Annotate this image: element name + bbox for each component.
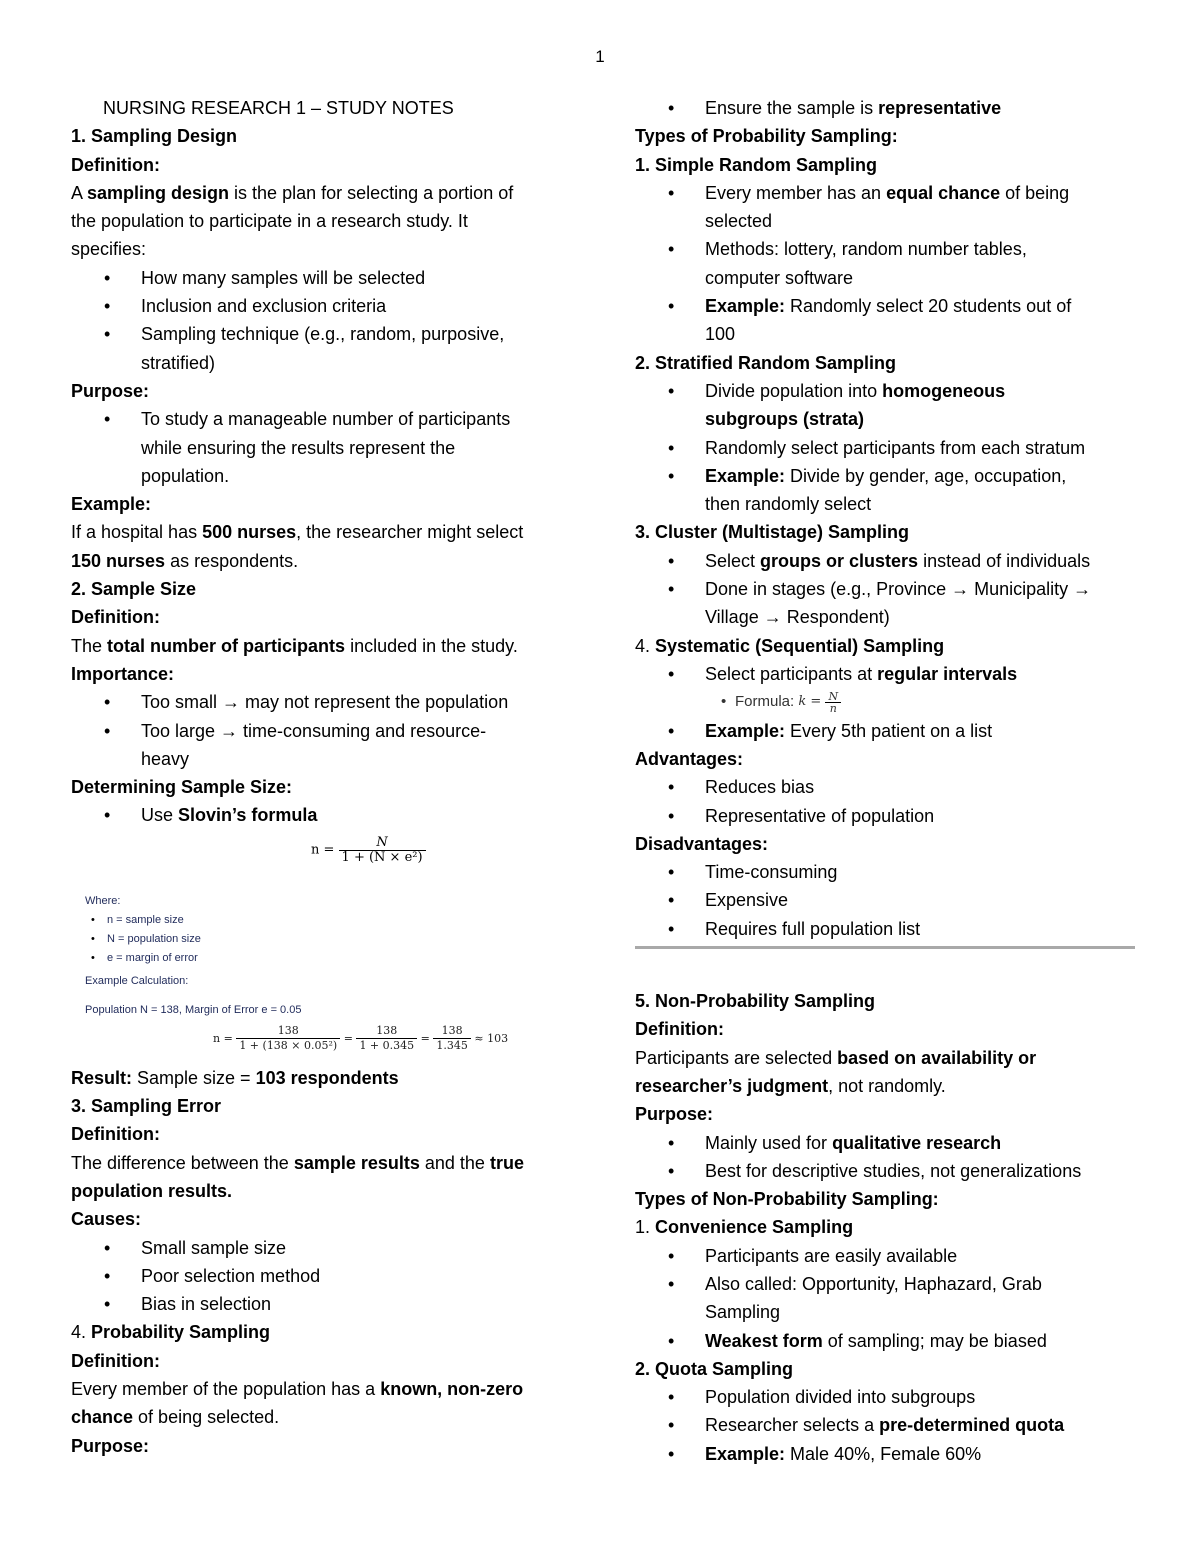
bold-text: pre-determined quota xyxy=(879,1415,1065,1436)
list-item xyxy=(635,462,1135,490)
text: Randomly select 20 students out of xyxy=(785,296,1072,317)
bold-text: chance xyxy=(71,1407,134,1428)
formula-denominator: 1 + (N × e²) xyxy=(341,849,423,865)
paragraph-line: specifies: xyxy=(71,239,147,260)
heading-simple-random: 1. Simple Random Sampling xyxy=(635,154,878,175)
label-determining-sample-size: Determining Sample Size: xyxy=(71,777,293,798)
formula-label: Formula: xyxy=(735,693,799,711)
bold-text: based on availability or xyxy=(837,1047,1037,1068)
text: instead of individuals xyxy=(918,550,1091,571)
text: Mainly used for xyxy=(705,1132,833,1153)
calc-denominator: 1 + 0.345 xyxy=(359,1038,415,1052)
text: Male 40%, Female 60% xyxy=(785,1443,982,1464)
list-item xyxy=(635,377,1135,405)
bold-text: Example: xyxy=(705,1443,786,1464)
heading-convenience xyxy=(635,1213,1135,1241)
bold-text: Slovin’s formula xyxy=(178,805,318,826)
text: The xyxy=(71,635,108,656)
label-purpose: Purpose: xyxy=(71,380,150,401)
text: Sample size = xyxy=(132,1067,256,1088)
paragraph-line xyxy=(71,632,571,660)
list-item: • Too large → time-consuming and resource- xyxy=(71,717,571,745)
calc-numerator: 138 xyxy=(356,1024,417,1039)
result-line xyxy=(71,1064,571,1092)
text: Use xyxy=(141,805,179,826)
paragraph-line xyxy=(71,1149,571,1177)
text: Researcher selects a xyxy=(705,1415,880,1436)
heading-probability-sampling xyxy=(71,1318,571,1346)
label-example: Example: xyxy=(71,494,152,515)
paragraph-line xyxy=(635,1044,1135,1072)
text: Select participants at xyxy=(705,663,878,684)
list-item: • Participants are easily available xyxy=(635,1242,1135,1270)
figure-calculation xyxy=(85,1024,571,1064)
list-item: • How many samples will be selected xyxy=(71,264,571,292)
text: Ensure the sample is xyxy=(705,98,879,118)
formula-lhs: k = xyxy=(798,694,822,710)
label-types-non-probability: Types of Non-Probability Sampling: xyxy=(635,1189,939,1210)
list-item: • Inclusion and exclusion criteria xyxy=(71,292,571,320)
bold-text: Systematic (Sequential) Sampling xyxy=(655,635,945,656)
bold-text: groups or clusters xyxy=(760,550,919,571)
list-item xyxy=(635,1440,1135,1468)
list-item-continued: stratified) xyxy=(141,352,216,373)
figure-calc-label: Example Calculation: xyxy=(85,974,189,987)
label-types-probability: Types of Probability Sampling: xyxy=(635,126,898,147)
text: Divide population into xyxy=(705,380,883,401)
bold-text: Example: xyxy=(705,296,786,317)
bold-text: homogeneous xyxy=(882,380,1006,401)
label-definition: Definition: xyxy=(71,607,160,628)
calc-result: ≈ 103 xyxy=(474,1031,509,1045)
list-item-continued: Sampling xyxy=(705,1302,781,1323)
figure-population-line: Population N = 138, Margin of Error e = 0.05 xyxy=(85,1003,302,1016)
bold-text: sample results xyxy=(293,1152,420,1173)
calc-lhs: n = xyxy=(213,1031,233,1045)
list-item-continued: population. xyxy=(141,465,230,486)
list-item: • Randomly select participants from each stratum xyxy=(635,434,1135,462)
bold-text: regular intervals xyxy=(877,663,1018,684)
bold-text: Convenience Sampling xyxy=(655,1217,854,1238)
bold-text: 103 respondents xyxy=(255,1067,399,1088)
label-definition: Definition: xyxy=(71,1124,160,1145)
text: Every 5th patient on a list xyxy=(785,720,993,741)
heading-stratified: 2. Stratified Random Sampling xyxy=(635,352,897,373)
list-item-continued: heavy xyxy=(141,748,190,769)
text: Every member of the population has a xyxy=(71,1378,381,1399)
heading-systematic xyxy=(635,632,1135,660)
text: Every member has an xyxy=(705,182,887,203)
list-item-continued: then randomly select xyxy=(705,494,872,515)
list-item: • Small sample size xyxy=(71,1234,571,1262)
figure-item: • n = sample size xyxy=(85,911,571,930)
figure-where: Where: xyxy=(85,894,121,907)
list-item: • Expensive xyxy=(635,886,1135,914)
paragraph-line xyxy=(71,1375,571,1403)
heading-sample-size: 2. Sample Size xyxy=(71,579,197,600)
label-advantages: Advantages: xyxy=(635,748,744,769)
bold-text: Example: xyxy=(705,720,786,741)
text: and the xyxy=(419,1152,490,1173)
bold-text: total number of participants xyxy=(107,635,346,656)
bold-text: researcher’s judgment xyxy=(635,1075,829,1096)
label-disadvantages: Disadvantages: xyxy=(635,833,769,854)
list-item: • Too small → may not represent the population xyxy=(71,688,571,716)
label-definition: Definition: xyxy=(635,1019,724,1040)
text: , the researcher might select xyxy=(296,522,524,543)
text: included in the study. xyxy=(345,635,518,656)
sub-list-item-formula xyxy=(635,688,1135,716)
text: If a hospital has xyxy=(71,522,203,543)
list-item xyxy=(635,547,1135,575)
figure-item: • N = population size xyxy=(85,930,571,949)
text: The difference between the xyxy=(71,1152,294,1173)
bold-text: true xyxy=(489,1152,524,1173)
list-item: • Done in stages (e.g., Province → Municipality → xyxy=(635,575,1135,603)
list-item: • Sampling technique (e.g., random, purposive, xyxy=(71,320,571,348)
list-item xyxy=(635,179,1135,207)
calc-fraction-3 xyxy=(433,1024,471,1053)
right-column xyxy=(635,94,1135,1468)
calc-numerator: 138 xyxy=(236,1024,340,1039)
document-title: NURSING RESEARCH 1 – STUDY NOTES xyxy=(103,98,454,118)
spacer xyxy=(635,949,1135,987)
slovin-formula xyxy=(71,830,571,888)
calc-denominator: 1.345 xyxy=(436,1038,468,1052)
bold-text: 150 nurses xyxy=(71,550,166,571)
list-item xyxy=(71,801,571,829)
list-item xyxy=(635,717,1135,745)
formula-fraction xyxy=(825,691,841,714)
paragraph-line xyxy=(635,1072,1135,1100)
formula-fraction xyxy=(339,836,426,865)
heading-cluster: 3. Cluster (Multistage) Sampling xyxy=(635,522,910,543)
text: Divide by gender, age, occupation, xyxy=(785,465,1067,486)
bold-text: Result: xyxy=(71,1067,133,1088)
page-number: 1 xyxy=(595,47,605,66)
calc-equals: = xyxy=(420,1031,430,1045)
text: 4. xyxy=(635,635,656,656)
formula-numerator: N xyxy=(339,836,426,851)
calc-fraction-1 xyxy=(236,1024,340,1053)
bold-text: qualitative research xyxy=(832,1132,1002,1153)
list-item: • Also called: Opportunity, Haphazard, Grab xyxy=(635,1270,1135,1298)
list-item: • Time-consuming xyxy=(635,858,1135,886)
list-item: • Reduces bias xyxy=(635,773,1135,801)
paragraph-line xyxy=(71,518,571,546)
heading-quota: 2. Quota Sampling xyxy=(635,1358,794,1379)
label-importance: Importance: xyxy=(71,663,175,684)
bold-text: Probability Sampling xyxy=(91,1322,271,1343)
list-item: • To study a manageable number of participants xyxy=(71,405,571,433)
calc-equals: = xyxy=(343,1031,353,1045)
heading-sampling-design: 1. Sampling Design xyxy=(71,126,238,147)
list-item xyxy=(635,1129,1135,1157)
heading-sampling-error: 3. Sampling Error xyxy=(71,1096,222,1117)
bold-text: Example: xyxy=(705,465,786,486)
left-column xyxy=(71,94,571,1460)
text: of sampling; may be biased xyxy=(822,1330,1047,1351)
formula-lhs: n = xyxy=(311,842,335,858)
list-item xyxy=(635,292,1135,320)
bold-text: Weakest form xyxy=(705,1330,823,1351)
paragraph-line xyxy=(71,1403,571,1431)
formula-denominator: n xyxy=(829,701,837,715)
calc-fraction-2 xyxy=(356,1024,417,1053)
text: is the plan for selecting a portion of xyxy=(229,182,514,203)
text: of being xyxy=(1000,182,1070,203)
list-item xyxy=(635,94,1135,122)
list-item: • Methods: lottery, random number tables, xyxy=(635,235,1135,263)
list-item-continued: 100 xyxy=(705,324,736,345)
list-item xyxy=(635,1411,1135,1439)
figure-item: • e = margin of error xyxy=(85,949,571,968)
text: Participants are selected xyxy=(635,1047,838,1068)
list-item: • Poor selection method xyxy=(71,1262,571,1290)
label-purpose: Purpose: xyxy=(71,1435,150,1456)
heading-non-probability: 5. Non-Probability Sampling xyxy=(635,991,876,1012)
list-item: • Best for descriptive studies, not generalizations xyxy=(635,1157,1135,1185)
list-item: • Bias in selection xyxy=(71,1290,571,1318)
calc-denominator: 1 + (138 × 0.05²) xyxy=(239,1038,338,1052)
list-item xyxy=(635,1327,1135,1355)
list-item: • Representative of population xyxy=(635,802,1135,830)
list-item-continued: subgroups (strata) xyxy=(705,409,865,430)
list-item: • Population divided into subgroups xyxy=(635,1383,1135,1411)
calc-numerator: 138 xyxy=(433,1024,471,1039)
text: 1. xyxy=(635,1217,656,1238)
example-figure xyxy=(71,892,571,1064)
list-item-continued: while ensuring the results represent the xyxy=(141,437,456,458)
formula-numerator: N xyxy=(825,691,841,703)
list-item: • Requires full population list xyxy=(635,915,1135,943)
text: 4. xyxy=(71,1322,92,1343)
text: , not randomly. xyxy=(828,1075,946,1096)
paragraph-line: population results. xyxy=(71,1180,233,1201)
text: as respondents. xyxy=(165,550,299,571)
text: A xyxy=(71,182,88,203)
paragraph-line xyxy=(71,547,571,575)
list-item-continued: computer software xyxy=(705,267,854,288)
list-item-continued: Village → Respondent) xyxy=(705,607,890,628)
bold-text: 500 nurses xyxy=(202,522,297,543)
label-causes: Causes: xyxy=(71,1209,142,1230)
list-item-continued: selected xyxy=(705,211,773,232)
bold-text: representative xyxy=(878,98,1002,118)
text: of being selected. xyxy=(133,1407,280,1428)
bold-text: known, non-zero xyxy=(380,1378,524,1399)
label-purpose: Purpose: xyxy=(635,1104,714,1125)
bold-text: equal chance xyxy=(886,182,1001,203)
paragraph-line xyxy=(71,179,571,207)
label-definition: Definition: xyxy=(71,154,160,175)
paragraph-line: the population to participate in a research study. It xyxy=(71,211,468,232)
text: Select xyxy=(705,550,761,571)
list-item xyxy=(635,660,1135,688)
bold-text: sampling design xyxy=(87,182,230,203)
label-definition: Definition: xyxy=(71,1350,160,1371)
